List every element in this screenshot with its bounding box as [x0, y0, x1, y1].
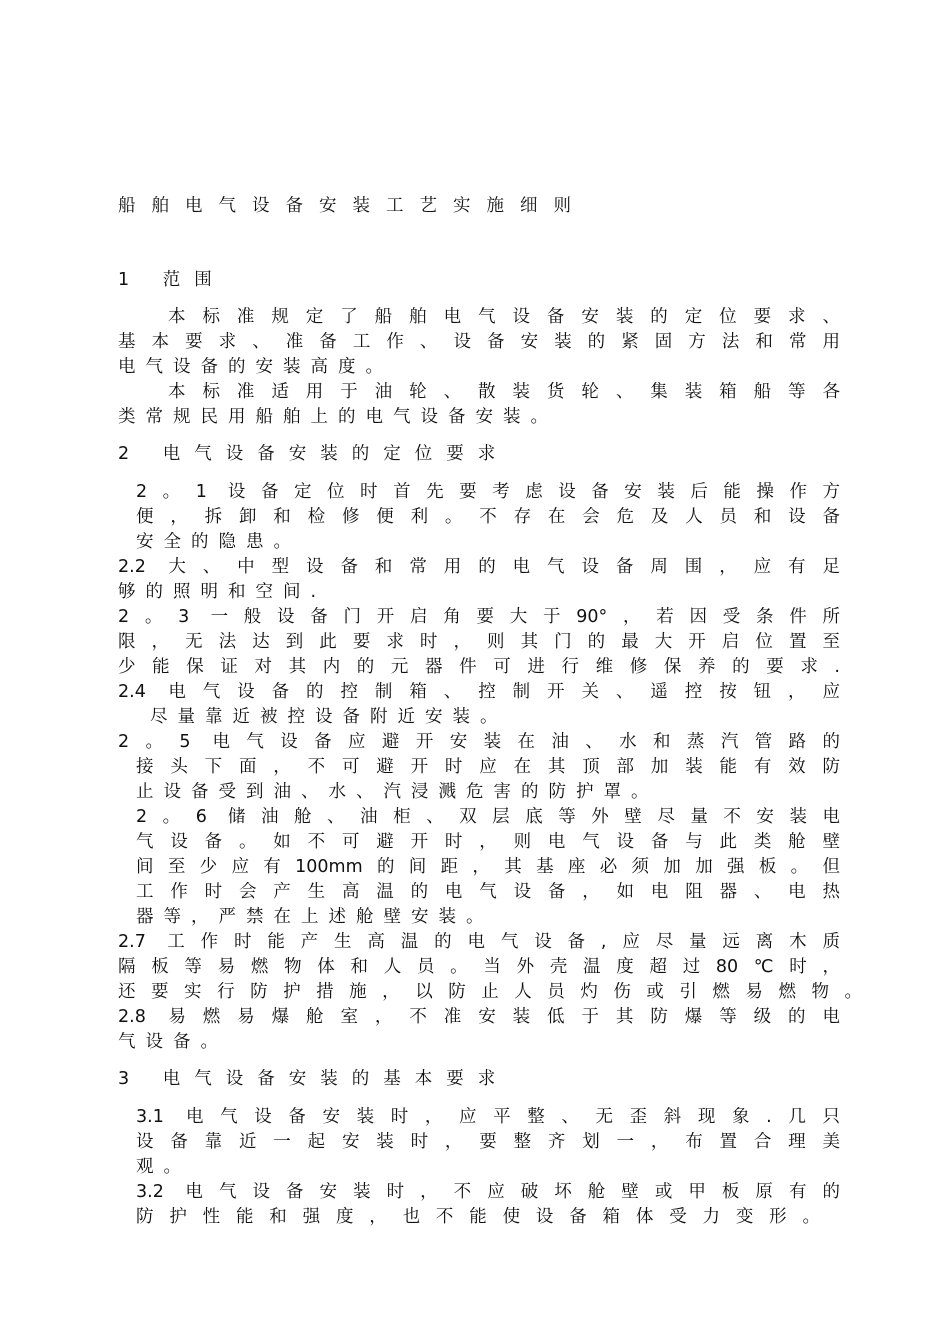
paragraph-line: 类常规民用船舶上的电气设备安装。 [118, 407, 558, 427]
paragraph-line: 观。 [136, 1157, 191, 1177]
paragraph-line: 2.8 易燃易爆舱室，不准安装低于其防爆等级的电 [118, 1007, 840, 1027]
paragraph-line: 3.2 电气设备安装时，不应破坏舱壁或甲板原有的 [136, 1182, 840, 1202]
paragraph-line: 2。6 储油舱、油柜、双层底等外壁尽量不安装电 [136, 807, 840, 827]
paragraph-line: 3.1 电气设备安装时，应平整、无歪斜现象.几只 [136, 1107, 840, 1127]
paragraph-line: 2。1 设备定位时首先要考虑设备安装后能操作方 [136, 482, 840, 502]
paragraph-line: 间至少应有100mm的间距，其基座必须加加强板。但 [136, 857, 840, 877]
section-heading: 3 电气设备安装的基本要求 [118, 1069, 510, 1089]
paragraph-line: 安全的隐患。 [136, 532, 301, 552]
paragraph-line: 还要实行防护措施，以防止人员灼伤或引燃易燃物。 [118, 982, 862, 1002]
paragraph-line: 尽量靠近被控设备附近安装。 [150, 707, 508, 727]
paragraph-line: 隔板等易燃物体和人员。当外壳温度超过80℃时， [118, 957, 840, 977]
paragraph-line: 接头下面，不可避开时应在其顶部加装能有效防 [136, 757, 840, 777]
paragraph-line: 基本要求、准备工作、设备安装的紧固方法和常用 [118, 332, 840, 352]
paragraph-line: 气设备。如不可避开时，则电气设备与此类舱壁 [136, 832, 840, 852]
paragraph-line: 本标准规定了船舶电气设备安装的定位要求、 [168, 307, 840, 327]
document-title: 船舶电气设备安装工艺实施细则 [118, 196, 587, 216]
paragraph-line: 限，无法达到此要求时，则其门的最大开启位置至 [118, 632, 840, 652]
paragraph-line: 2。3 一般设备门开启角要大于90°，若因受条件所 [118, 607, 840, 627]
paragraph-line: 电气设备的安装高度。 [118, 357, 393, 377]
paragraph-line: 便，拆卸和检修便利。不存在会危及人员和设备 [136, 507, 840, 527]
paragraph-line: 防护性能和强度，也不能使设备箱体受力变形。 [136, 1207, 820, 1227]
paragraph-line: 气设备。 [118, 1032, 228, 1052]
section-heading: 1 范围 [118, 270, 226, 290]
paragraph-line: 2.2 大、中型设备和常用的电气设备周围，应有足 [118, 557, 840, 577]
paragraph-line: 2。5 电气设备应避开安装在油、水和蒸汽管路的 [118, 732, 840, 752]
paragraph-line: 2.7 工作时能产生高温的电气设备,应尽量远离木质 [118, 932, 840, 952]
paragraph-line: 本标准适用于油轮、散装货轮、集装箱船等各 [168, 382, 840, 402]
paragraph-line: 2.4 电气设备的控制箱、控制开关、遥控按钮，应 [118, 682, 840, 702]
paragraph-line: 止设备受到油、水、汽浸溅危害的防护罩。 [136, 782, 659, 802]
paragraph-line: 少能保证对其内的元器件可进行维修保养的要求. [118, 657, 840, 677]
section-heading: 2 电气设备安装的定位要求 [118, 444, 510, 464]
paragraph-line: 工作时会产生高温的电气设备，如电阻器、电热 [136, 882, 840, 902]
paragraph-line: 器等，严禁在上述舱壁安装。 [136, 907, 494, 927]
paragraph-line: 设备靠近一起安装时，要整齐划一，布置合理美 [136, 1132, 840, 1152]
paragraph-line: 够的照明和空间. [118, 582, 327, 602]
